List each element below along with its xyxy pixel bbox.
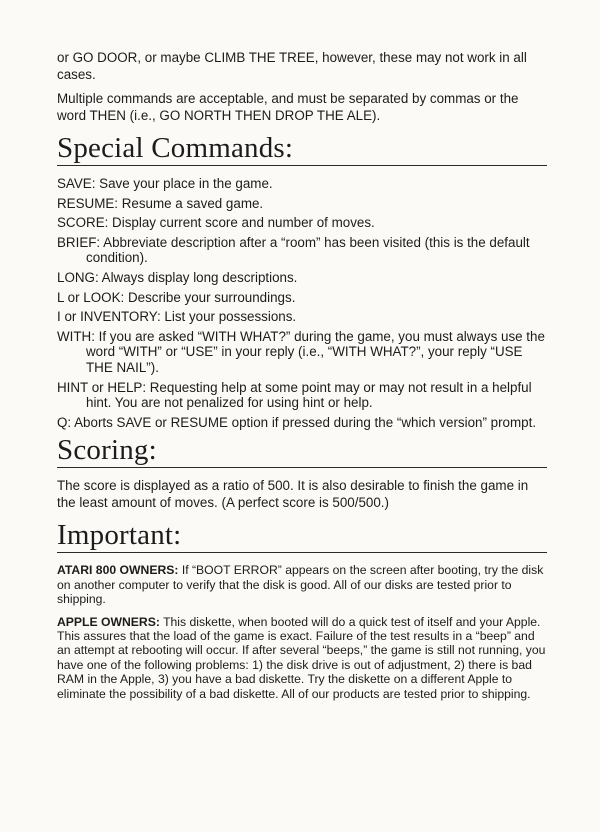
intro-paragraph-2: Multiple commands are acceptable, and must be separated by commas or the word THEN (i.e., GO NORTH THEN DROP THE ALE).: [57, 91, 519, 123]
special-commands-heading: Special Commands:: [57, 132, 547, 166]
command-hint: HINT or HELP: Requesting help at some point may or may not result in a helpful hint. You are not penalized for using hint or help.: [57, 379, 532, 411]
scoring-paragraph: The score is displayed as a ratio of 500. It is also desirable to finish the game in the least amount of moves. (A perfect score is 500/500.): [57, 478, 529, 510]
important-heading: Important:: [57, 519, 547, 553]
command-score: SCORE: Display current score and number of moves.: [57, 215, 375, 231]
command-look: L or LOOK: Describe your surroundings.: [57, 289, 296, 305]
command-resume: RESUME: Resume a saved game.: [57, 195, 264, 211]
atari-lead: ATARI 800 OWNERS:: [57, 563, 179, 578]
command-q: Q: Aborts SAVE or RESUME option if pressed during the “which version” prompt.: [57, 414, 537, 430]
command-inventory: I or INVENTORY: List your possessions.: [57, 309, 297, 325]
manual-page: [57, 50, 547, 709]
command-with: WITH: If you are asked “WITH WHAT?” during the game, you must always use the word “WITH” or “USE” in your reply (i.e., “WITH WHAT?”, your reply “USE THE NAIL”).: [57, 328, 545, 375]
apple-text: This diskette, when booted will do a quick test of itself and your Apple. This assures that the load of the game is exact. Failure of the test results in a “beep” and an attempt at rebooting will occur. If after several “beeps,” the game is still not running, you have one of the following problems: 1) the disk drive is out of adjustment, 2) there is bad RAM in the Apple, 3) you have a bad diskette. Try the diskette on a different Apple to eliminate the possibility of a bad diskette. All of our products are tested prior to shipping.: [57, 614, 546, 701]
atari-paragraph: [57, 563, 547, 606]
apple-lead: APPLE OWNERS:: [57, 614, 160, 629]
command-list: [57, 176, 547, 430]
important-section: [57, 563, 547, 701]
apple-paragraph: [57, 615, 547, 701]
intro-paragraph-1: or GO DOOR, or maybe CLIMB THE TREE, however, these may not work in all cases.: [57, 50, 527, 82]
command-long: LONG: Always display long descriptions.: [57, 269, 298, 285]
command-brief: BRIEF: Abbreviate description after a “room” has been visited (this is the default condition).: [57, 234, 530, 266]
command-save: SAVE: Save your place in the game.: [57, 176, 273, 191]
scoring-heading: Scoring:: [57, 434, 547, 468]
atari-text: If “BOOT ERROR” appears on the screen after booting, try the disk on another computer to verify that the disk is good. All of our disks are tested prior to shipping.: [57, 563, 544, 607]
